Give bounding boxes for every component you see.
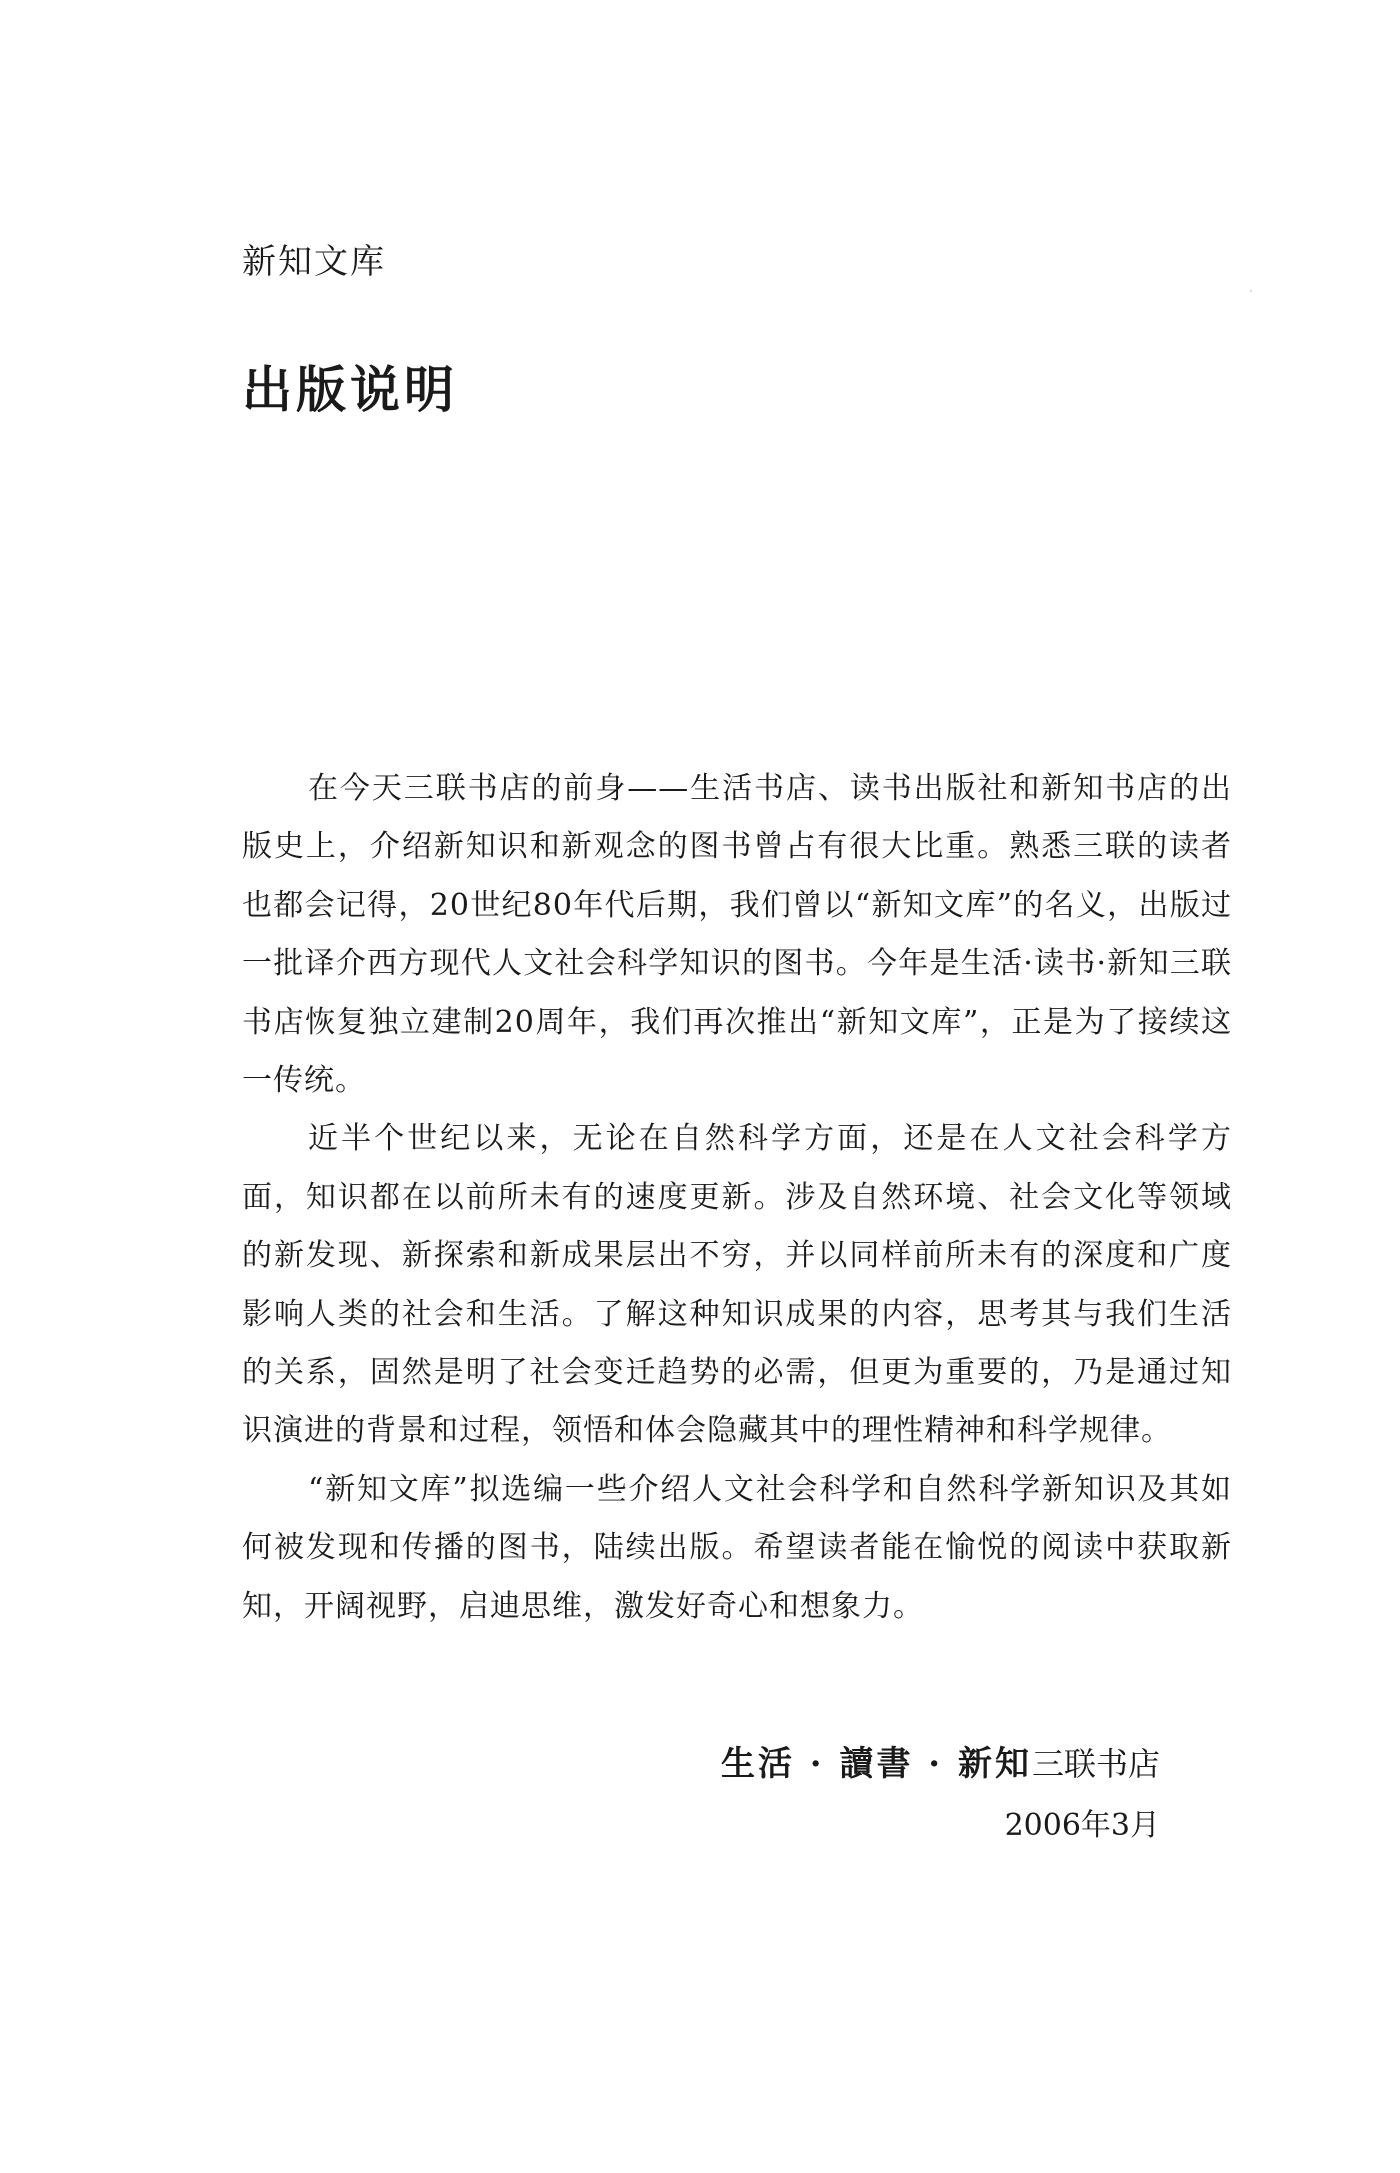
series-name: 新知文库 [242,242,386,282]
publisher-name: 三联书店 [1031,1745,1160,1783]
page-title: 出版说明 [242,360,458,419]
publisher-brand-logotype: 生活 · 讀書 · 新知 [720,1744,1032,1784]
publication-date: 2006年3月 [1004,1808,1160,1843]
body-text [242,760,1232,1636]
paragraph-1: 在今天三联书店的前身——生活书店、读书出版社和新知书店的出版史上，介绍新知识和新观念的图书曾占有很大比重。熟悉三联的读者也都会记得，20世纪80年代后期，我们曾以“新知文库”的名义，出版过一批译介西方现代人文社会科学知识的图书。今年是生活·读书·新知三联书店恢复独立建制20周年，我们再次推出“新知文库”，正是为了接续这一传统。 [242,771,1232,1099]
publisher-signature [721,1736,1160,1785]
paragraph-3: “新知文库”拟选编一些介绍人文社会科学和自然科学新知识及其如何被发现和传播的图书，陆续出版。希望读者能在愉悦的阅读中获取新知，开阔视野，启迪思维，激发好奇心和想象力。 [242,1471,1232,1624]
scan-speck [1250,290,1252,292]
paragraph-2: 近半个世纪以来，无论在自然科学方面，还是在人文社会科学方面，知识都在以前所未有的速度更新。涉及自然环境、社会文化等领域的新发现、新探索和新成果层出不穷，并以同样前所未有的深度和广度影响人类的社会和生活。了解这种知识成果的内容，思考其与我们生活的关系，固然是明了社会变迁趋势的必需，但更为重要的，乃是通过知识演进的背景和过程，领悟和体会隐藏其中的理性精神和科学规律。 [242,1121,1232,1449]
